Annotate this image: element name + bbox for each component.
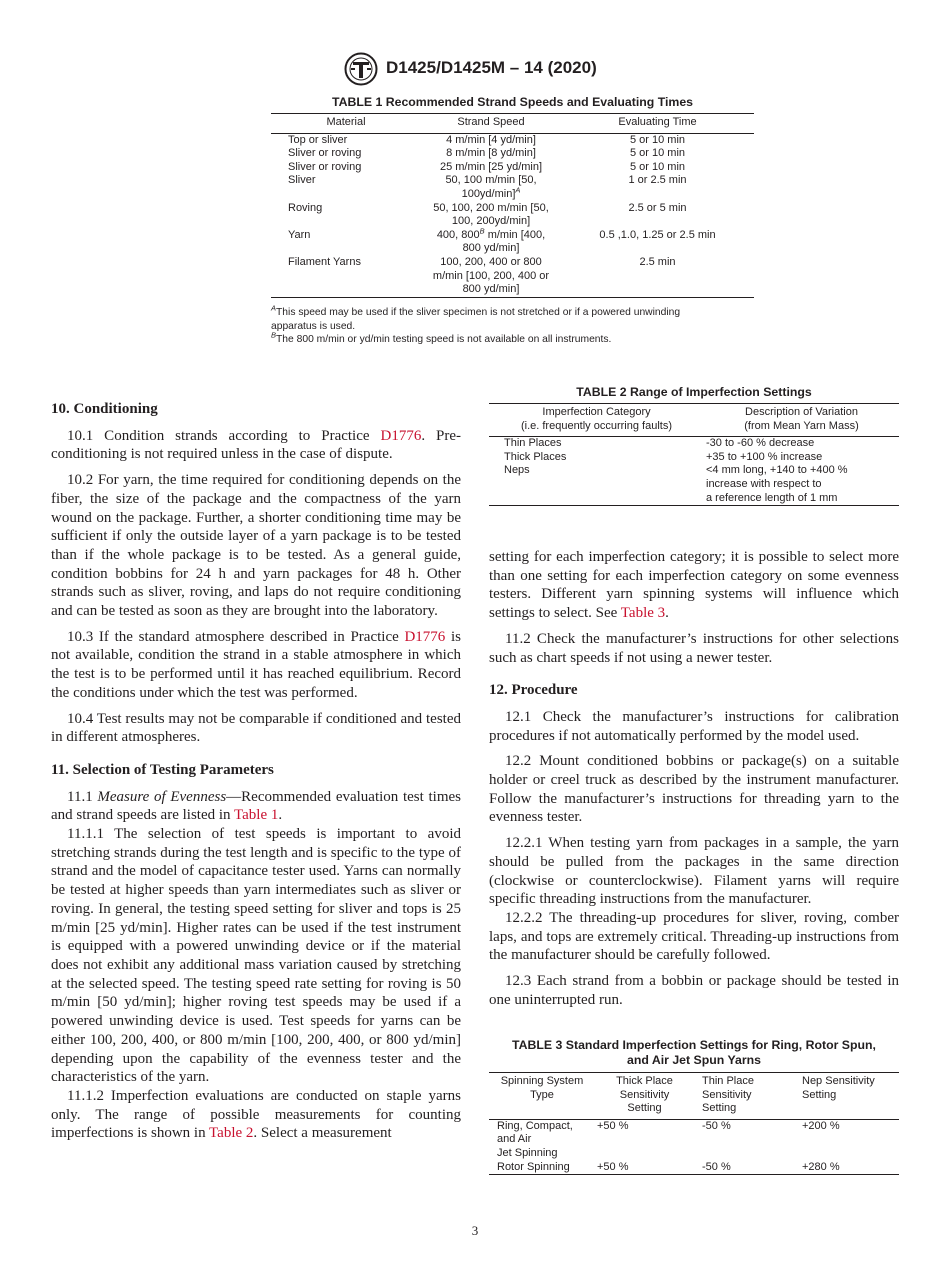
- paragraph: setting for each imperfection category; it is possible to select more than one setting for each imperfection category on some evenness testers. Different yarn spinning systems will influence which settings to select. See Table 3.: [489, 549, 899, 622]
- table-row: Sliver 50, 100 m/min [50, 100yd/min]$^A$ 1 or 2.5 min: [288, 174, 687, 200]
- table-2-header: Imperfection Category (i.e. frequently occurring faults): [520, 406, 672, 432]
- table-3-header: Nep Sensitivity Setting: [802, 1075, 875, 1101]
- paragraph: 12.2 Mount conditioned bobbins or package(s) on a suitable holder or creel truck as described by the instrument manufacturer. Follow the manufacturer’s instructions for threading yarn to the evenness tester.: [489, 753, 899, 826]
- table-1-header: Strand Speed: [457, 116, 525, 128]
- table-1-caption: TABLE 1 Recommended Strand Speeds and Evaluating Times: [331, 95, 694, 109]
- table-row: Thin Places -30 to -60 % decrease: [489, 437, 899, 451]
- reference-link[interactable]: Table 2: [209, 1125, 254, 1142]
- table-row: Thick Places +35 to +100 % increase: [504, 450, 823, 463]
- document-title: D1425/D1425M – 14 (2020): [386, 58, 597, 77]
- footnote-mark: A: [515, 185, 521, 195]
- section-heading: 10. Conditioning: [51, 401, 158, 417]
- section-heading: 11. Selection of Testing Parameters: [51, 761, 274, 778]
- table-row: Sliver or roving 25 m/min [25 yd/min] 5 or 10 min: [288, 160, 686, 173]
- page-number: 3: [471, 1223, 479, 1238]
- table-3-header: Spinning System Type: [500, 1075, 584, 1101]
- footnote: $^B$The 800 m/min or yd/min testing speed is not available on all instruments.: [271, 330, 612, 345]
- footnote-mark: B: [479, 226, 485, 236]
- table-row: Sliver or roving 8 m/min [8 yd/min] 5 or 10 min: [288, 147, 686, 160]
- paragraph: 10.4 Test results may not be comparable if conditioned and tested in different atmospheres.: [51, 710, 461, 746]
- paragraph: 11.1.2 Imperfection evaluations are conducted on staple yarns only. The range of possible measurements for counting imperfections is shown in Table 2. Select a measurement: [51, 1087, 461, 1142]
- table-3: [489, 1072, 899, 1175]
- paragraph: 11.1.1 The selection of test speeds is important to avoid stretching strands during the test length and is specific to the type of strand and the model of capacitance tester used. Yarns can normally be tested at higher speeds than yarn intermediates such as sliver or roving. In general, the testing speed setting for sliver and tops is 25 m/min [25 yd/min]. Higher rates can be used if the test instrument is equipped with a powered unwinding device or if the material does not exhibit any additional mass variation caused by stretching at the selected speed. The testing speed rate setting for roving is 50 m/min [50 yd/min]; higher roving test speeds may be used if a powered unwinding device is used. Test speeds for yarns can be either 100, 200, 400, or 800 m/min [100, 200, 400, or 800 yd/min] depending upon the capability of the evenness tester and the characteristics of the yarn.: [51, 826, 461, 1086]
- paragraph: 11.1 Measure of Evenness—Recommended evaluation test times and strand speeds are listed in Table 1.: [51, 788, 461, 824]
- page-header: [0, 52, 950, 88]
- table-row: Top or sliver 4 m/min [4 yd/min] 5 or 10 min: [271, 133, 754, 147]
- astm-logo-icon: [344, 52, 378, 86]
- table-row: Ring, Compact, and Air Jet Spinning +50 % -50 % +200 %: [489, 1119, 899, 1160]
- section-heading: 12. Procedure: [489, 682, 578, 699]
- table-3-header: Thick Place Sensitivity Setting: [616, 1075, 673, 1115]
- paragraph: 10.2 For yarn, the time required for conditioning depends on the fiber, the size of the package and the compactness of the yarn wound on the package. Further, a shorter conditioning time may be sufficient if only the outside layer of a yarn package is to be tested than if the whole package is to be tested. As a general guide, condition bobbins for 24 h and yarn packages for 48 h. Other strands such as sliver, roving, and laps do not require conditioning and can be tested as soon as they are brought into the laboratory.: [51, 472, 461, 620]
- table-row: Yarn 400, $800^B$ m/min [400, 800 yd/min] 0.5 ,1.0, 1.25 or 2.5 min: [288, 226, 716, 255]
- table-2: [489, 403, 899, 506]
- table-2-caption: TABLE 2 Range of Imperfection Settings: [576, 385, 812, 399]
- table-2-header: Description of Variation (from Mean Yarn Mass): [744, 406, 859, 432]
- paragraph: 12.1 Check the manufacturer’s instructions for calibration procedures if not automatically performed by the model used.: [489, 708, 899, 744]
- table-1-header: Material: [326, 116, 366, 128]
- paragraph: 12.2.2 The threading-up procedures for sliver, roving, comber laps, and tops are extremely critical. Threading-up instructions from the manufacturer should be carefully followed.: [489, 909, 899, 964]
- reference-link[interactable]: D1776: [404, 628, 446, 645]
- left-column: [51, 400, 461, 1150]
- table-row: Neps <4 mm long, +140 to +400 % increase with respect to a reference length of 1 mm: [489, 464, 899, 505]
- table-row: Filament Yarns 100, 200, 400 or 800 m/min [100, 200, 400 or 800 yd/min] 2.5 min: [271, 256, 754, 297]
- paragraph: 12.3 Each strand from a bobbin or package should be tested in one uninterrupted run.: [489, 973, 899, 1008]
- paragraph: 11.2 Check the manufacturer’s instructions for other selections such as chart speeds if not using a newer tester.: [489, 630, 899, 666]
- table-3-header: Thin Place Sensitivity Setting: [702, 1075, 754, 1115]
- table-row: Rotor Spinning +50 % -50 % +280 %: [489, 1161, 899, 1175]
- footnote: $^A$This speed may be used if the sliver specimen is not stretched or if a powered unwinding apparatus is used.: [271, 303, 681, 332]
- paragraph: 10.1 Condition strands according to Practice D1776. Pre-conditioning is not required unless in the case of dispute.: [51, 427, 462, 463]
- table-3-caption: TABLE 3 Standard Imperfection Settings for Ring, Rotor Spun, and Air Jet Spun Yarns: [512, 1038, 876, 1067]
- right-column: [489, 548, 899, 1016]
- table-1: [271, 113, 754, 298]
- paragraph: 10.3 If the standard atmosphere described in Practice D1776 is not available, condition the strand in a stable atmosphere in which the test is to be performed until it has reached equilibrium. Record the conditions under which the test was performed.: [51, 628, 461, 701]
- reference-link[interactable]: Table 3: [620, 605, 666, 622]
- reference-link[interactable]: Table 1: [234, 807, 279, 824]
- table-row: Roving 50, 100, 200 m/min [50, 100, 200yd/min] 2.5 or 5 min: [288, 201, 687, 228]
- table-1-footnotes: [271, 303, 701, 347]
- reference-link[interactable]: D1776: [380, 427, 422, 444]
- table-1-header: Evaluating Time: [618, 116, 697, 128]
- paragraph: 12.2.1 When testing yarn from packages in a sample, the yarn should be pulled from the packages in the same direction (clockwise or counterclockwise). Filament yarns will require specific threading instructions from the manufacturer.: [489, 835, 899, 908]
